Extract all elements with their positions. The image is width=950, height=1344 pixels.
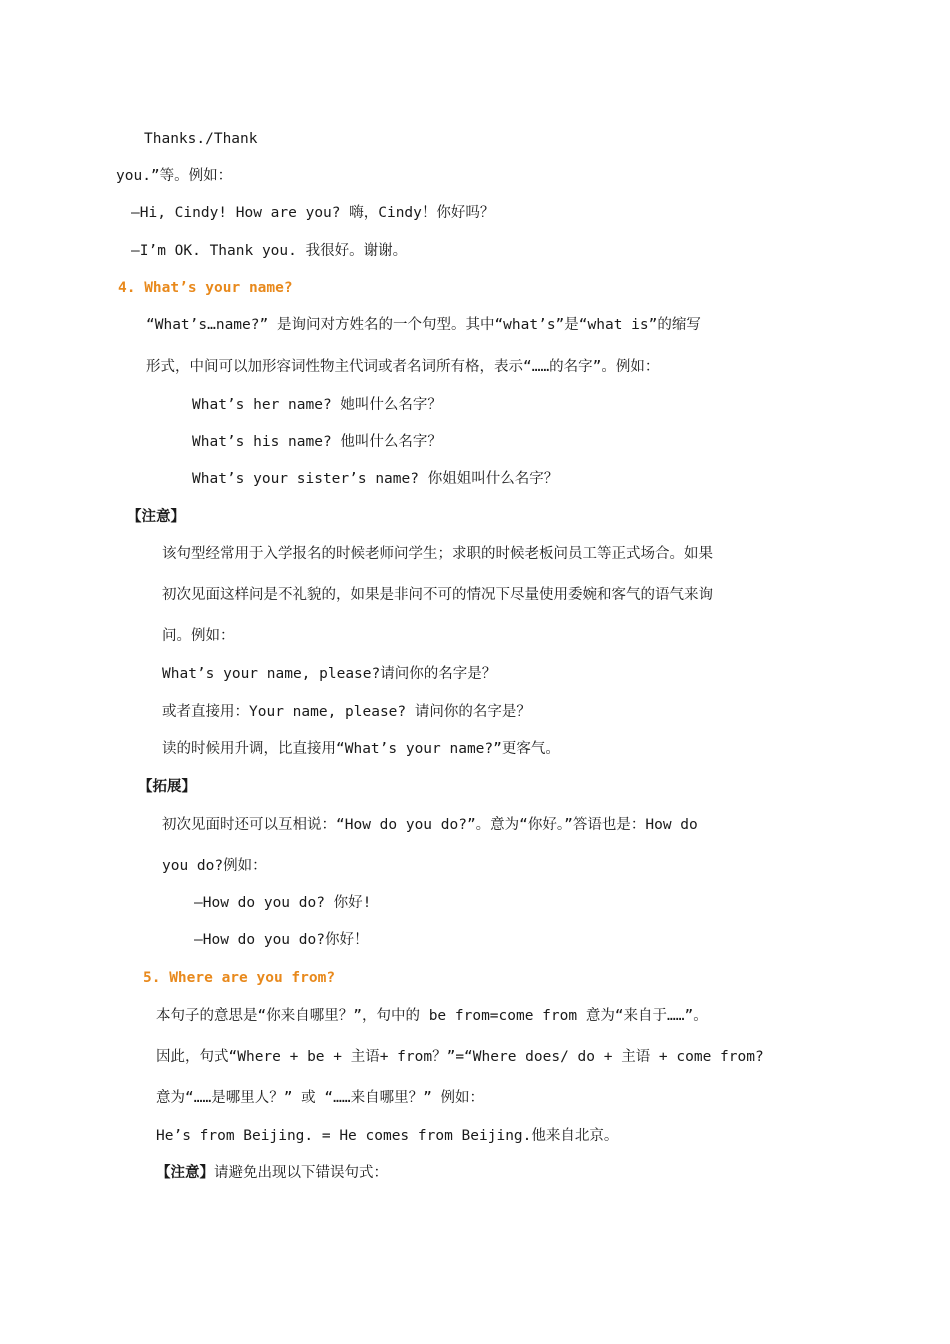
section-4-note-example-3: 读的时候用升调，比直接用“What’s your name?”更客气。 [162, 741, 560, 757]
section-5-note-label: 【注意】 [156, 1165, 214, 1181]
section-4-example-1: What’s her name? 她叫什么名字？ [192, 397, 442, 413]
section-5-paragraph-line-3: 意为“……是哪里人？” 或 “……来自哪里？” 例如： [156, 1090, 485, 1106]
section-4-example-2: What’s his name? 他叫什么名字？ [192, 434, 442, 450]
section-4-paragraph-line-1: “What’s…name?” 是询问对方姓名的一个句型。其中“what’s”是“what is”的缩写 [146, 317, 701, 333]
section-4-note-line-2: 初次见面这样问是不礼貌的，如果是非问不可的情况下尽量使用委婉和客气的语气来询 [162, 587, 713, 603]
section-4-heading: 4. What’s your name? [118, 280, 293, 296]
section-4-example-3: What’s your sister’s name? 你姐姐叫什么名字？ [192, 471, 559, 487]
section-4-extend-label: 【拓展】 [138, 779, 196, 795]
section-4-note-line-3: 问。例如： [162, 628, 235, 644]
section-5-paragraph-line-1: 本句子的意思是“你来自哪里？”，句中的 be from=come from 意为“来自于……”。 [156, 1008, 708, 1024]
intro-example-1: —Hi, Cindy! How are you? 嗨，Cindy！你好吗？ [131, 205, 495, 221]
intro-example-2: —I’m OK. Thank you. 我很好。谢谢。 [131, 243, 408, 259]
section-4-extend-line-1: 初次见面时还可以互相说：“How do you do?”。意为“你好。”答语也是：How do [162, 817, 698, 833]
section-5-paragraph-line-2: 因此，句式“Where + be + 主语+ from？”=“Where does/ do + 主语 + come from? [156, 1049, 764, 1065]
section-5-heading: 5. Where are you from? [143, 970, 336, 986]
section-4-extend-example-2: —How do you do?你好！ [194, 932, 369, 948]
section-5-note [156, 1163, 388, 1183]
section-4-note-example-2: 或者直接用：Your name, please? 请问你的名字是？ [162, 704, 531, 720]
section-4-note-label: 【注意】 [127, 509, 185, 525]
section-5-note-text: 请避免出现以下错误句式： [214, 1165, 388, 1181]
section-4-paragraph-line-2: 形式，中间可以加形容词性物主代词或者名词所有格，表示“……的名字”。例如： [146, 359, 660, 375]
section-4-extend-example-1: —How do you do? 你好! [194, 895, 372, 911]
section-5-example: He’s from Beijing. = He comes from Beijing.他来自北京。 [156, 1128, 619, 1144]
intro-line-1: Thanks./Thank [144, 131, 258, 147]
section-4-note-line-1: 该句型经常用于入学报名的时候老师问学生；求职的时候老板问员工等正式场合。如果 [162, 546, 713, 562]
section-4-note-example-1: What’s your name, please?请问你的名字是？ [162, 666, 497, 682]
section-4-extend-line-2: you do?例如： [162, 858, 267, 874]
intro-line-2: you.”等。例如： [116, 168, 233, 184]
